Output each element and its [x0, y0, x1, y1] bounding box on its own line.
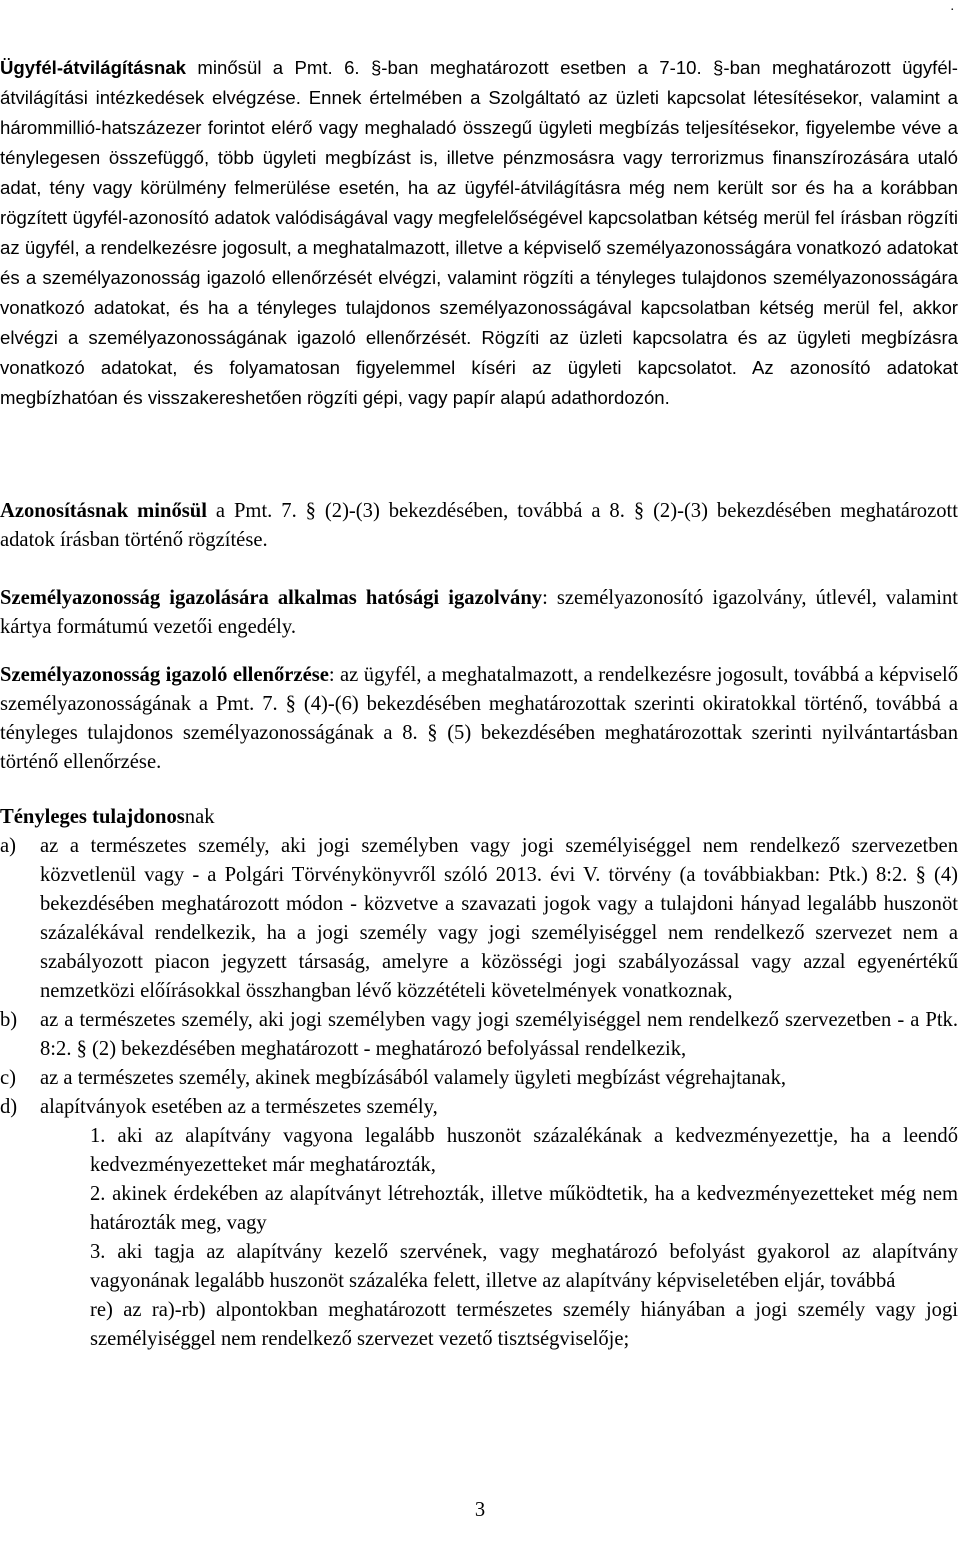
paragraph-azonositas [0, 497, 958, 555]
section-heading-rest: nak [184, 806, 215, 828]
paragraph-text: minősül a Pmt. 6. §-ban meghatározott esetben a 7-10. §-ban meghatározott ügyfél-átvilágítási intézkedések elvégzése. Ennek értelmében a Szolgáltató az üzleti kapcsolat létesítésekor, valamint a hárommillió-hatszázezer forintot elérő vagy meghaladó összegű ügyleti megbízás teljesítésekor, figyelembe véve a ténylegesen összefüggő, több ügyleti megbízást is, illetve pénzmosásra vagy terrorizmus finanszírozására utaló adat, tény vagy körülmény felmerülése esetén, ha az ügyfél-átvilágításra még nem került sor és ha a korábban rögzített ügyfél-azonosító adatok valódiságával vagy megfelelőségével kapcsolatban kétség merül fel írásban rögzíti az ügyfél, a rendelkezésre jogosult, a meghatalmazott, illetve a képviselő személyazonosságára vonatkozó adatokat és a személyazonosság igazoló ellenőrzését elvégzi, valamint rögzíti a tényleges tulajdonos személyazonosságára vonatkozó adatokat, és ha a tényleges tulajdonos személyazonosságával kapcsolatban kétség merül fel, akkor elvégzi a személyazonosságának igazoló ellenőrzését. Rögzíti az üzleti kapcsolatra és az ügyleti megbízásra vonatkozó adatokat, és folyamatosan figyelemmel kíséri az ügyleti kapcsolatot. Az azonosító adatokat megbízhatóan és visszakereshetően rögzíti gépi, vagy papír alapú adathordozón. [0, 57, 958, 408]
list-marker: c) [0, 1067, 16, 1089]
list-marker: a) [0, 835, 16, 857]
paragraph-ugyfel-atvilagitas [0, 53, 958, 413]
list-item-c [0, 1064, 958, 1093]
list-item-text: alapítványok esetében az a természetes személy, [40, 1096, 438, 1118]
paragraph-text: a Pmt. 7. § (2)-(3) bekezdésében, továbbá a 8. § (2)-(3) bekezdésében meghatározott adatok írásban történő rögzítése. [0, 500, 958, 551]
list-item-text: az a természetes személy, akinek megbízásából valamely ügyleti megbízást végrehajtanak, [40, 1067, 787, 1089]
paragraph-igazolo-ellenorzes [0, 661, 958, 777]
term-hatosagi-igazolvany: Személyazonosság igazolására alkalmas hatósági igazolvány [0, 587, 543, 609]
list-marker: d) [0, 1096, 18, 1118]
term-azonositas: Azonosításnak minősül [0, 500, 207, 522]
term-igazolo-ellenorzes: Személyazonosság igazoló ellenőrzése [0, 664, 329, 686]
list-item-a [0, 832, 958, 1006]
section-tenyleges-tulajdonos [0, 803, 958, 1354]
paragraph-text: : az ügyfél, a meghatalmazott, a rendelkezésre jogosult, továbbá a képviselő személyazonosságának a Pmt. 7. § (4)-(6) bekezdésében meghatározottak szerinti okiratokkal történő, továbbá a tényleges tulajdonos személyazonosságának a 8. § (5) bekezdésében meghatározottak szerinti nyilvántartásban történő ellenőrzése. [0, 664, 958, 773]
section-heading [0, 803, 958, 832]
sublist-item-1: 1. aki az alapítvány vagyona legalább huszonöt százalékának a kedvezményezettje, ha a leendő kedvezményezetteket már meghatározták, [90, 1125, 958, 1176]
sublist-item-3: 3. aki tagja az alapítvány kezelő szervének, vagy meghatározó befolyást gyakorol az alapítvány vagyonának legalább huszonöt százaléka felett, illetve az alapítvány képviseletében eljár, továbbá [90, 1241, 958, 1292]
list-item-text: az a természetes személy, aki jogi személyben vagy jogi személyiséggel nem rendelkező szervezetben közvetlenül vagy - a Polgári Törvénykönyvről szóló 2013. évi V. törvény (a továbbiakban: Ptk.) 8:2. § (4) bekezdésében meghatározott módon - közvetve a szavazati jogok vagy a tulajdoni hányad legalább huszonöt százalékával rendelkezik, ha a jogi személy vagy jogi személyiséggel nem rendelkező szervezet nem a szabályozott piacon jegyzett társaság, amelyre a közösségi jogi szabályozással vagy azzal egyenértékű nemzetközi előírásokkal összhangban lévő közzétételi követelmények vonatkoznak, [40, 835, 958, 1002]
paragraph-hatosagi-igazolvany [0, 584, 958, 642]
section-heading-bold: Tényleges tulajdonos [0, 806, 185, 828]
list-item-b [0, 1006, 958, 1064]
page-number: 3 [474, 1499, 486, 1521]
list-marker: b) [0, 1009, 18, 1031]
paragraph-text: : személyazonosító igazolvány, útlevél, valamint kártya formátumú vezetői engedély. [0, 587, 958, 638]
sublist-item-re: re) az ra)-rb) alpontokban meghatározott természetes személy hiányában a jogi személy vagy jogi személyiséggel nem rendelkező szervezet vezető tisztségviselője; [90, 1299, 958, 1350]
term-ugyfel-atvilagitas: Ügyfél-átvilágításnak [0, 57, 187, 78]
corner-mark: . [950, 0, 954, 14]
sublist-item-2: 2. akinek érdekében az alapítványt létrehozták, illetve működtetik, ha a kedvezményezetteket még nem határozták meg, vagy [90, 1183, 958, 1234]
sublist [0, 1122, 958, 1354]
list-item-text: az a természetes személy, aki jogi személyben vagy jogi személyiséggel nem rendelkező szervezetben - a Ptk. 8:2. § (2) bekezdésében meghatározott - meghatározó befolyással rendelkezik, [40, 1009, 958, 1060]
list-item-d [0, 1093, 958, 1122]
